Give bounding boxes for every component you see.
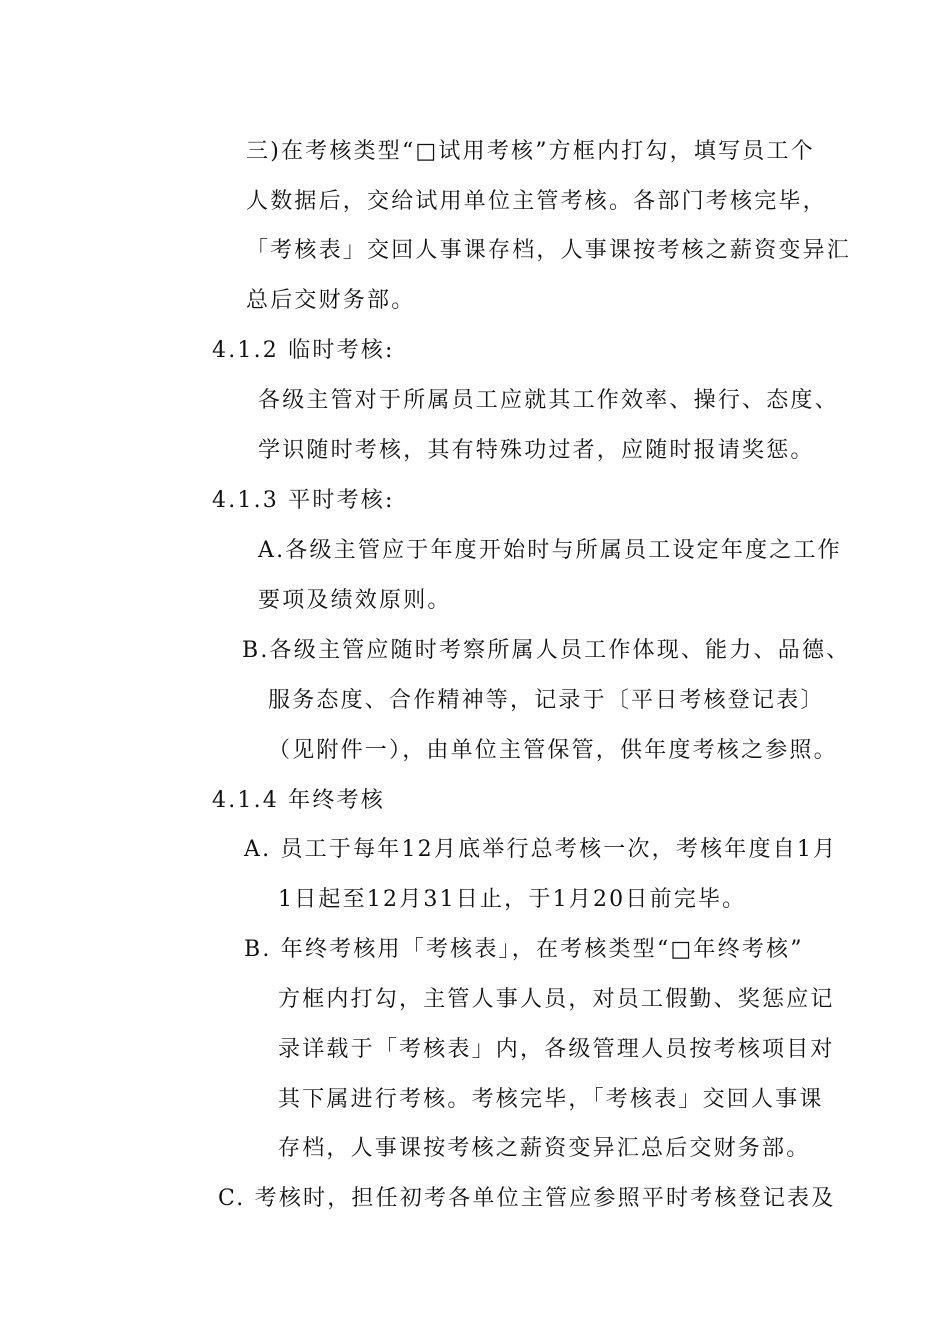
paragraph-line: 方框内打勾，主管人事人员，对员工假勤、奖惩应记 [278, 987, 835, 1012]
paragraph-line: 录详载于「考核表」内，各级管理人员按考核项目对 [278, 1037, 835, 1062]
paragraph-line: 要项及绩效原则。 [258, 588, 452, 613]
paragraph-line: 服务态度、合作精神等，记录于〔平日考核登记表〕 [268, 688, 825, 713]
section-heading: 4.1.2 临时考核: [212, 338, 395, 363]
paragraph-line: 总后交财务部。 [246, 288, 416, 313]
list-item: B.各级主管应随时考察所属人员工作体现、能力、品德、 [242, 638, 851, 663]
paragraph-line: 1日起至12月31日止，于1月20日前完毕。 [278, 887, 747, 912]
paragraph-line: 其下属进行考核。考核完毕，「考核表」交回人事课 [278, 1087, 824, 1112]
paragraph-line: 存档，人事课按考核之薪资变异汇总后交财务部。 [278, 1136, 811, 1161]
list-item: B. 年终考核用「考核表」，在考核类型“□年终考核” [244, 937, 804, 962]
paragraph-line: （见附件一），由单位主管保管，供年度考核之参照。 [268, 738, 838, 763]
paragraph-line: 学识随时考核，其有特殊功过者，应随时报请奖惩。 [258, 438, 815, 463]
section-heading: 4.1.4 年终考核 [212, 788, 385, 813]
paragraph-line: 「考核表」交回人事课存档，人事课按考核之薪资变异汇 [246, 238, 852, 263]
paragraph-line: 各级主管对于所属员工应就其工作效率、操行、态度、 [258, 388, 839, 413]
section-heading: 4.1.3 平时考核: [212, 488, 395, 513]
paragraph-line: 三)在考核类型“□试用考核”方框内打勾，填写员工个 [246, 139, 815, 164]
paragraph-line: 人数据后，交给试用单位主管考核。各部门考核完毕， [246, 189, 827, 214]
list-item: C. 考核时，担任初考各单位主管应参照平时考核登记表及 [218, 1186, 836, 1211]
list-item: A. 员工于每年12月底举行总考核一次，考核年度自1月 [244, 837, 838, 862]
list-item: A.各级主管应于年度开始时与所属员工设定年度之工作 [258, 538, 842, 563]
